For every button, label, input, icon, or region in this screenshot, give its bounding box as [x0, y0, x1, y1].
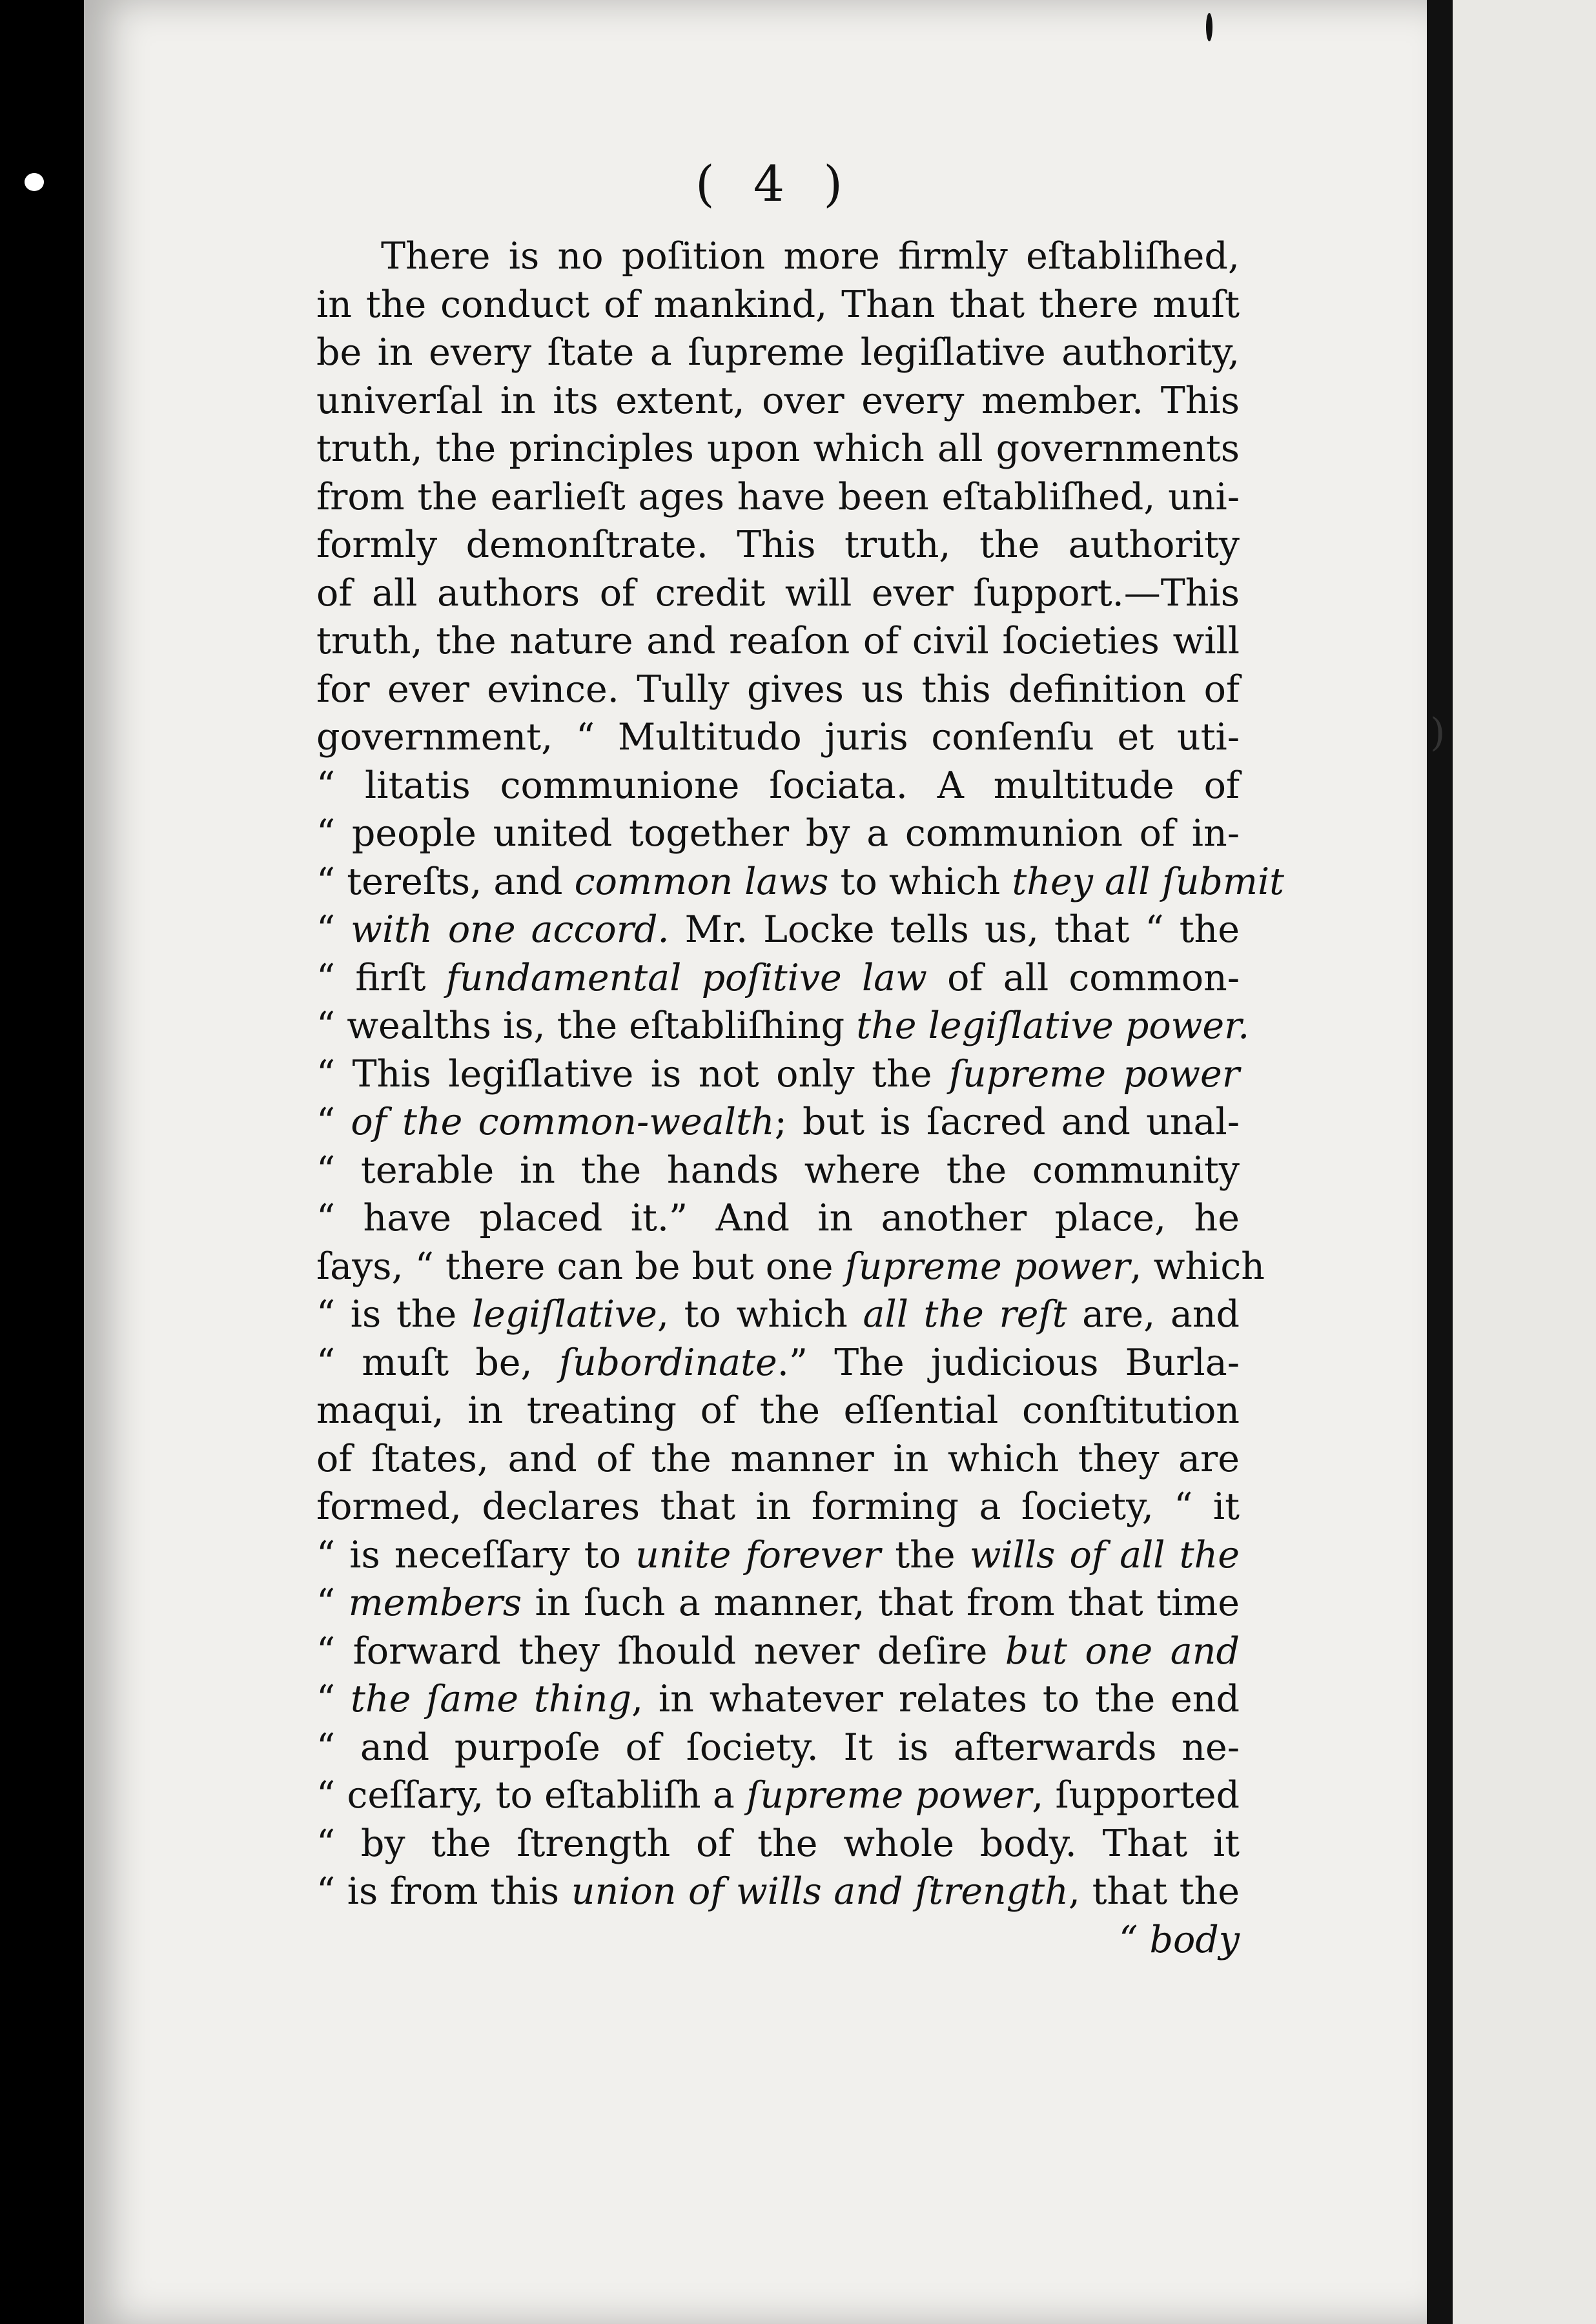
text-run: , that the — [1068, 1870, 1240, 1913]
text-line — [316, 232, 1240, 281]
text-line — [316, 906, 1240, 954]
text-run: “ is from this — [316, 1870, 571, 1913]
italic-text: wills of all the — [969, 1533, 1240, 1576]
text-run: “ terable in the hands where the community — [316, 1148, 1240, 1192]
text-line — [316, 1339, 1240, 1387]
text-line — [316, 1194, 1240, 1243]
text-run: are, and — [1067, 1293, 1240, 1336]
text-run: “ This legiſlative is not only the — [316, 1052, 949, 1096]
text-run: “ tereſts, and — [316, 860, 575, 903]
text-run: , to which — [657, 1293, 863, 1336]
text-run: “ is the — [316, 1293, 472, 1336]
italic-text: ſubordinate — [558, 1341, 777, 1384]
text-run: “ firſt — [316, 956, 446, 999]
text-line — [316, 1147, 1240, 1195]
italic-text: they all ſubmit — [1012, 860, 1285, 903]
text-run: “ wealths is, the eſtabliſhing — [316, 1004, 857, 1047]
text-line — [316, 1771, 1240, 1820]
facing-page-fragment: ) — [1430, 710, 1446, 755]
text-line — [316, 1098, 1240, 1147]
text-run: from the earlieſt ages have been eſtabliſhed, uni- — [316, 475, 1240, 518]
text-run: maqui, in treating of the eſſential conſtitution — [316, 1389, 1240, 1432]
catchword-text: “ body — [1119, 1918, 1240, 1961]
italic-text: ſupreme power — [948, 1052, 1240, 1096]
book-gutter — [1427, 0, 1453, 2324]
text-line — [316, 1050, 1240, 1099]
text-line — [316, 1579, 1240, 1627]
text-run: the — [881, 1533, 970, 1576]
text-run: “ have placed it.” And in another place, he — [316, 1197, 1240, 1239]
italic-text: members — [348, 1582, 522, 1624]
text-line — [316, 810, 1240, 858]
text-line — [316, 617, 1240, 666]
text-line — [316, 569, 1240, 618]
text-line — [316, 954, 1240, 1003]
text-run: truth, the nature and reaſon of civil ſocieties will — [316, 620, 1240, 662]
body-text — [316, 232, 1285, 1964]
text-run: univerſal in its extent, over every member. This — [316, 379, 1240, 422]
text-line — [316, 473, 1240, 522]
text-run: in ſuch a manner, that from that time — [522, 1582, 1240, 1624]
text-run: , which — [1130, 1245, 1265, 1288]
italic-text: but one and — [1005, 1629, 1240, 1673]
text-line — [316, 1002, 1250, 1050]
text-run: in the conduct of mankind, Than that there muſt — [316, 283, 1240, 326]
text-line — [316, 858, 1285, 906]
text-run: of all authors of credit will ever ſupport.—This — [316, 571, 1240, 615]
catchword — [316, 1916, 1240, 1964]
text-line — [316, 1627, 1240, 1676]
text-line — [316, 377, 1240, 425]
text-line — [316, 1483, 1240, 1531]
dust-speck — [1206, 13, 1212, 41]
text-run: , in whatever relates to the end — [631, 1678, 1240, 1720]
text-run: “ — [316, 1678, 351, 1720]
text-line — [316, 1243, 1265, 1291]
text-run: “ and purpoſe of ſociety. It is afterwards ne- — [316, 1726, 1240, 1769]
text-run: .” The judicious Burla- — [777, 1341, 1240, 1384]
facing-page-edge — [1453, 0, 1596, 2324]
dust-speck — [25, 173, 44, 191]
italic-text: all the reſt — [863, 1293, 1067, 1336]
text-run: of ſtates, and of the manner in which they are — [316, 1437, 1240, 1480]
text-run: be in every ſtate a ſupreme legiſlative authority, — [316, 331, 1240, 374]
italic-text: unite forever — [635, 1533, 881, 1576]
text-line — [316, 1290, 1240, 1339]
text-run: ; but is ſacred and unal- — [774, 1101, 1240, 1143]
text-line — [316, 521, 1240, 569]
text-run: to which — [828, 860, 1012, 903]
text-line — [316, 1387, 1240, 1435]
text-run: “ — [316, 1101, 351, 1143]
text-run: of all common- — [926, 956, 1240, 999]
text-run: formed, declares that in forming a ſociety, “ it — [316, 1485, 1240, 1528]
text-run: “ muſt be, — [316, 1341, 559, 1384]
text-run: “ by the ſtrength of the whole body. That it — [316, 1822, 1240, 1865]
text-run: government, “ Multitudo juris conſenſu et uti- — [316, 716, 1240, 759]
text-line — [316, 1531, 1240, 1580]
italic-text: ſupreme power — [844, 1245, 1130, 1288]
text-line — [316, 1435, 1240, 1483]
italic-text: fundamental poſitive law — [445, 956, 927, 999]
italic-text: common laws — [574, 860, 829, 903]
italic-text: of the common-wealth — [351, 1101, 775, 1143]
italic-text: union of wills and ſtrength — [571, 1870, 1069, 1913]
text-line — [316, 1868, 1240, 1916]
text-line — [316, 713, 1240, 762]
text-run: “ — [316, 1582, 349, 1624]
text-run: , ſupported — [1032, 1774, 1240, 1817]
text-run: “ people united together by a communion of in- — [316, 812, 1240, 855]
text-line — [316, 762, 1240, 810]
italic-text: ſupreme power — [746, 1774, 1032, 1817]
italic-text: the legiſlative power. — [856, 1004, 1250, 1047]
text-run: “ is neceſſary to — [316, 1533, 636, 1576]
text-run: There is no poſition more firmly eſtabliſhed, — [381, 235, 1240, 278]
italic-text: legiſlative — [471, 1293, 657, 1336]
italic-text: the ſame thing — [351, 1678, 631, 1720]
text-run: Mr. Locke tells us, that “ the — [669, 908, 1240, 951]
text-line — [316, 1675, 1240, 1724]
text-line — [316, 281, 1240, 329]
text-line — [316, 666, 1240, 714]
text-line — [316, 425, 1240, 473]
text-line — [316, 1820, 1240, 1868]
text-run: “ ceſſary, to eſtabliſh a — [316, 1774, 747, 1817]
text-run: “ forward they ſhould never deſire — [316, 1629, 1005, 1673]
text-run: formly demonſtrate. This truth, the authority — [316, 524, 1240, 566]
text-run: truth, the principles upon which all governments — [316, 427, 1240, 470]
text-run: “ litatis communione ſociata. A multitude of — [316, 764, 1240, 807]
italic-text: with one accord. — [351, 908, 670, 951]
text-run: ſays, “ there can be but one — [316, 1245, 845, 1288]
text-line — [316, 329, 1240, 377]
text-run: for ever evince. Tully gives us this definition of — [316, 668, 1240, 711]
page-number: ( 4 ) — [695, 155, 854, 212]
text-line — [316, 1724, 1240, 1772]
text-run: “ — [316, 908, 351, 951]
